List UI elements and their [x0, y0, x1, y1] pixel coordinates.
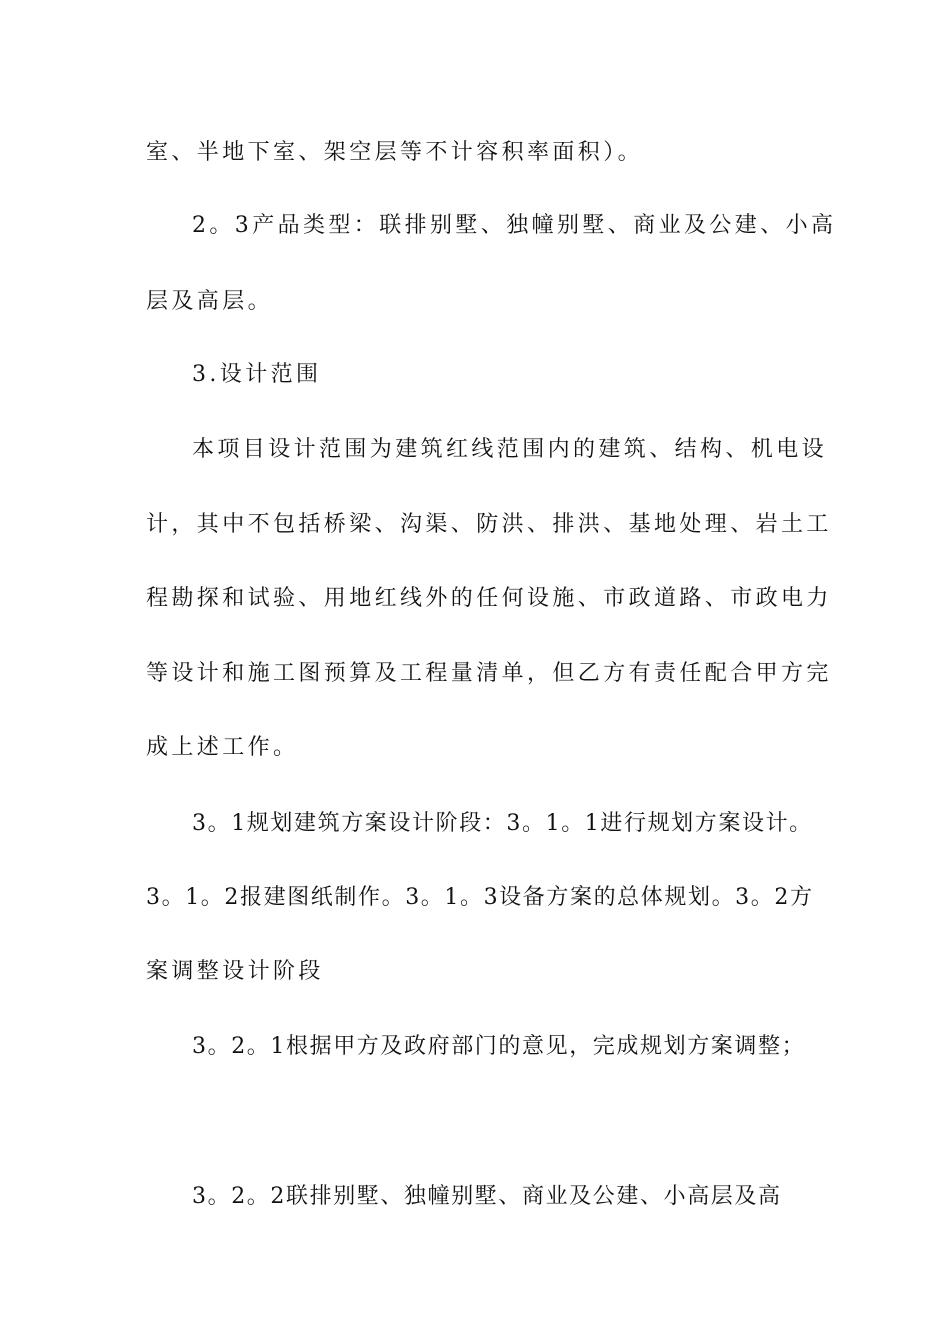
paragraph-line: 3。2。2联排别墅、独幢别墅、商业及公建、小高层及高	[192, 1184, 782, 1209]
paragraph-line: 成上述工作。	[146, 735, 299, 760]
paragraph-line: 3。2。1根据甲方及政府部门的意见，完成规划方案调整；	[192, 1034, 806, 1059]
paragraph-line: 3。1。2报建图纸制作。3。1。3设备方案的总体规划。3。2方	[146, 885, 814, 910]
paragraph-line: 室、半地下室、架空层等不计容积率面积）。	[146, 140, 644, 165]
paragraph-line: 本项目设计范围为建筑红线范围内的建筑、结构、机电设	[192, 437, 828, 462]
paragraph-line: 2。3产品类型：联排别墅、独幢别墅、商业及公建、小高	[192, 213, 837, 238]
paragraph-line: 案调整设计阶段	[146, 959, 324, 984]
paragraph-line: 等设计和施工图预算及工程量清单，但乙方有责任配合甲方完	[146, 661, 832, 686]
section-heading: 3.设计范围	[192, 362, 322, 387]
paragraph-line: 层及高层。	[146, 289, 274, 314]
paragraph-line: 3。1规划建筑方案设计阶段：3。1。1进行规划方案设计。	[192, 811, 813, 836]
paragraph-line: 程勘探和试验、用地红线外的任何设施、市政道路、市政电力	[146, 586, 832, 611]
paragraph-line: 计，其中不包括桥梁、沟渠、防洪、排洪、基地处理、岩土工	[146, 512, 832, 537]
